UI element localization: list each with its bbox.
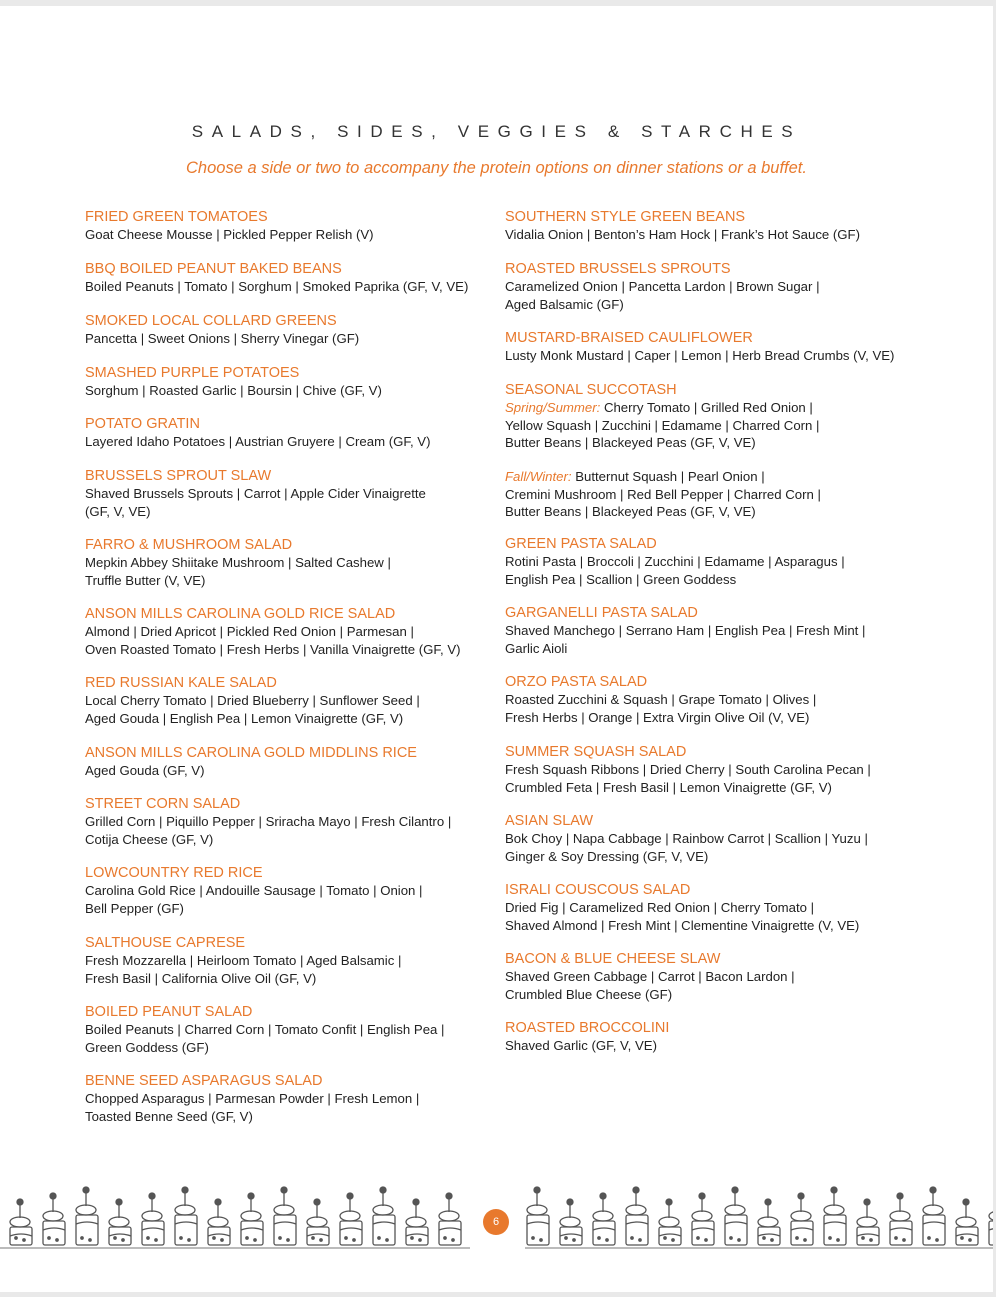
description-text: Layered Idaho Potatoes | Austrian Gruyere | Cream (GF, V) bbox=[85, 434, 431, 449]
skewer-bite-illustration bbox=[659, 1199, 681, 1245]
description-line bbox=[85, 831, 495, 849]
description-text: Fresh Basil | California Olive Oil (GF, V) bbox=[85, 970, 317, 986]
description-text: Toasted Benne Seed (GF, V) bbox=[85, 1108, 253, 1124]
menu-item-description bbox=[85, 278, 495, 296]
skewer-bite-illustration bbox=[241, 1193, 263, 1245]
skewer-bite-illustration bbox=[923, 1187, 945, 1245]
menu-item bbox=[85, 796, 495, 848]
description-line bbox=[85, 278, 495, 296]
description-text: Ginger & Soy Dressing (GF, V, VE) bbox=[505, 848, 709, 864]
skewer-bite-illustration bbox=[593, 1193, 615, 1245]
description-text: Local Cherry Tomato | Dried Blueberry | Sunflower Seed | bbox=[85, 693, 420, 708]
menu-item-description bbox=[85, 554, 495, 589]
menu-item-description bbox=[85, 433, 495, 451]
menu-item-description bbox=[505, 278, 915, 313]
description-line bbox=[505, 986, 915, 1004]
description-line bbox=[505, 622, 915, 640]
menu-item-name: ROASTED BROCCOLINI bbox=[505, 1020, 670, 1036]
description-text: Grilled Corn | Piquillo Pepper | Sriracha Mayo | Fresh Cilantro | bbox=[85, 814, 452, 829]
menu-item bbox=[505, 330, 915, 365]
description-line bbox=[505, 709, 915, 727]
description-line bbox=[85, 1039, 495, 1057]
menu-item-name: POTATO GRATIN bbox=[85, 416, 200, 432]
menu-item bbox=[85, 365, 495, 400]
description-line bbox=[505, 417, 915, 435]
menu-item-description bbox=[505, 899, 915, 934]
description-line bbox=[505, 503, 915, 521]
description-line bbox=[85, 503, 495, 521]
menu-item bbox=[85, 675, 495, 727]
menu-item bbox=[505, 605, 915, 657]
description-text: (GF, V, VE) bbox=[85, 503, 151, 519]
menu-item bbox=[505, 674, 915, 726]
description-line bbox=[505, 571, 915, 589]
description-text: Vidalia Onion | Benton’s Ham Hock | Frank’s Hot Sauce (GF) bbox=[505, 227, 861, 242]
description-line bbox=[85, 970, 495, 988]
menu-item bbox=[85, 209, 495, 244]
description-line bbox=[505, 917, 915, 935]
skewer-bite-illustration bbox=[175, 1187, 197, 1245]
description-line bbox=[85, 485, 495, 503]
menu-item bbox=[85, 313, 495, 348]
description-text: Bok Choy | Napa Cabbage | Rainbow Carrot | Scallion | Yuzu | bbox=[505, 831, 868, 846]
skewer-bite-illustration bbox=[560, 1199, 582, 1245]
menu-item-description bbox=[85, 330, 495, 348]
description-line bbox=[505, 899, 915, 917]
menu-item bbox=[85, 935, 495, 987]
menu-item-name: LOWCOUNTRY RED RICE bbox=[85, 865, 263, 881]
description-text: Almond | Dried Apricot | Pickled Red Onion | Parmesan | bbox=[85, 624, 414, 639]
description-text: Goat Cheese Mousse | Pickled Pepper Relish (V) bbox=[85, 227, 374, 242]
menu-item bbox=[505, 209, 915, 244]
skewer-bite-illustration bbox=[890, 1193, 912, 1245]
menu-item-name: ASIAN SLAW bbox=[505, 813, 594, 829]
menu-item-description bbox=[85, 813, 495, 848]
description-text: Dried Fig | Caramelized Red Onion | Cherry Tomato | bbox=[505, 900, 815, 915]
skewer-bite-illustration bbox=[307, 1199, 329, 1245]
description-text: Oven Roasted Tomato | Fresh Herbs | Vanilla Vinaigrette (GF, V) bbox=[85, 641, 461, 657]
description-text: Mepkin Abbey Shiitake Mushroom | Salted Cashew | bbox=[85, 555, 391, 570]
description-line bbox=[85, 900, 495, 918]
menu-item-description bbox=[505, 399, 915, 452]
description-text: English Pea | Scallion | Green Goddess bbox=[505, 571, 737, 587]
description-text: Garlic Aioli bbox=[505, 640, 568, 656]
description-line bbox=[505, 968, 915, 986]
menu-item-name: RED RUSSIAN KALE SALAD bbox=[85, 675, 277, 691]
menu-item-description bbox=[505, 622, 915, 657]
season-label: Fall/Winter: bbox=[505, 469, 572, 484]
menu-item bbox=[85, 537, 495, 589]
skewer-bite-illustration bbox=[857, 1199, 879, 1245]
skewer-bite-illustration bbox=[626, 1187, 648, 1245]
description-line bbox=[85, 572, 495, 590]
menu-item bbox=[85, 468, 495, 520]
menu-item-name: SUMMER SQUASH SALAD bbox=[505, 744, 687, 760]
description-line bbox=[85, 1090, 495, 1108]
menu-item-name: ROASTED BRUSSELS SPROUTS bbox=[505, 261, 731, 277]
skewer-bite-illustration bbox=[725, 1187, 747, 1245]
description-line bbox=[85, 882, 495, 900]
menu-item-name: GARGANELLI PASTA SALAD bbox=[505, 605, 698, 621]
menu-item-name: BENNE SEED ASPARAGUS SALAD bbox=[85, 1073, 323, 1089]
description-line bbox=[85, 641, 495, 659]
description-text: Aged Gouda | English Pea | Lemon Vinaigrette (GF, V) bbox=[85, 710, 404, 726]
menu-item-description bbox=[85, 952, 495, 987]
menu-item bbox=[505, 744, 915, 796]
skewer-bite-illustration bbox=[142, 1193, 164, 1245]
description-text: Green Goddess (GF) bbox=[85, 1039, 209, 1055]
description-line bbox=[505, 848, 915, 866]
menu-item-name: GREEN PASTA SALAD bbox=[505, 536, 657, 552]
description-text: Rotini Pasta | Broccoli | Zucchini | Edamame | Asparagus | bbox=[505, 554, 845, 569]
menu-item bbox=[505, 468, 915, 521]
menu-item bbox=[505, 382, 915, 452]
page-subtitle: Choose a side or two to accompany the protein options on dinner stations or a buffet. bbox=[186, 159, 807, 177]
description-text: Bell Pepper (GF) bbox=[85, 900, 184, 916]
description-line bbox=[505, 296, 915, 314]
description-line bbox=[505, 691, 915, 709]
description-text: Butter Beans | Blackeyed Peas (GF, V, VE) bbox=[505, 504, 756, 520]
menu-item-description bbox=[85, 692, 495, 727]
description-text: Truffle Butter (V, VE) bbox=[85, 572, 206, 588]
menu-item-description bbox=[505, 968, 915, 1003]
menu-item-description bbox=[505, 226, 915, 244]
description-line bbox=[85, 623, 495, 641]
skewer-bite-illustration bbox=[109, 1199, 131, 1245]
description-line bbox=[85, 1108, 495, 1126]
skewer-bite-illustration bbox=[43, 1193, 65, 1245]
skewer-bite-illustration bbox=[208, 1199, 230, 1245]
description-line bbox=[505, 434, 915, 452]
menu-item-name: BOILED PEANUT SALAD bbox=[85, 1004, 253, 1020]
skewer-bite-illustration bbox=[956, 1199, 978, 1245]
menu-item-description bbox=[85, 485, 495, 520]
description-text: Pancetta | Sweet Onions | Sherry Vinegar (GF) bbox=[85, 331, 360, 346]
description-line bbox=[505, 278, 915, 296]
description-line bbox=[505, 779, 915, 797]
menu-item-name: SEASONAL SUCCOTASH bbox=[505, 382, 677, 398]
skewer-bite-illustration bbox=[791, 1193, 813, 1245]
menu-item bbox=[505, 813, 915, 865]
menu-item-name: FARRO & MUSHROOM SALAD bbox=[85, 537, 293, 553]
menu-item-name: ANSON MILLS CAROLINA GOLD RICE SALAD bbox=[85, 606, 396, 622]
description-line bbox=[505, 486, 915, 504]
description-text: Shaved Green Cabbage | Carrot | Bacon Lardon | bbox=[505, 969, 795, 984]
menu-item bbox=[85, 261, 495, 296]
menu-item-description bbox=[85, 1021, 495, 1056]
description-text: Cremini Mushroom | Red Bell Pepper | Charred Corn | bbox=[505, 486, 821, 502]
description-text: Sorghum | Roasted Garlic | Boursin | Chive (GF, V) bbox=[85, 383, 382, 398]
menu-item-description bbox=[505, 1037, 915, 1055]
description-text: Lusty Monk Mustard | Caper | Lemon | Herb Bread Crumbs (V, VE) bbox=[505, 348, 895, 363]
menu-item-description bbox=[85, 226, 495, 244]
skewer-bite-illustration bbox=[692, 1193, 714, 1245]
menu-item-description bbox=[85, 382, 495, 400]
description-text: Crumbled Feta | Fresh Basil | Lemon Vinaigrette (GF, V) bbox=[505, 779, 832, 795]
menu-item-description bbox=[505, 761, 915, 796]
description-line bbox=[505, 830, 915, 848]
description-text: Fresh Herbs | Orange | Extra Virgin Olive Oil (V, VE) bbox=[505, 709, 810, 725]
description-line bbox=[85, 762, 495, 780]
description-text: Aged Balsamic (GF) bbox=[505, 296, 624, 312]
description-text: Shaved Almond | Fresh Mint | Clementine Vinaigrette (V, VE) bbox=[505, 917, 860, 933]
description-line bbox=[85, 382, 495, 400]
description-text: Shaved Garlic (GF, V, VE) bbox=[505, 1038, 657, 1053]
menu-item-description bbox=[505, 691, 915, 726]
menu-item-description bbox=[85, 1090, 495, 1125]
menu-item-description bbox=[505, 830, 915, 865]
menu-item-name: BACON & BLUE CHEESE SLAW bbox=[505, 951, 721, 967]
season-label: Spring/Summer: bbox=[505, 400, 601, 415]
menu-item-name: BRUSSELS SPROUT SLAW bbox=[85, 468, 272, 484]
skewer-bite-illustration bbox=[758, 1199, 780, 1245]
menu-item bbox=[505, 1020, 915, 1055]
menu-item bbox=[85, 416, 495, 451]
description-text: Butter Beans | Blackeyed Peas (GF, V, VE) bbox=[505, 435, 756, 451]
menu-item-name: BBQ BOILED PEANUT BAKED BEANS bbox=[85, 261, 342, 277]
menu-item-description bbox=[85, 623, 495, 658]
description-line bbox=[505, 640, 915, 658]
description-text: Butternut Squash | Pearl Onion | bbox=[571, 469, 765, 484]
description-line bbox=[505, 1037, 915, 1055]
skewer-bite-illustration bbox=[76, 1187, 98, 1245]
menu-item-name: ISRALI COUSCOUS SALAD bbox=[505, 882, 691, 898]
skewer-bite-illustration bbox=[527, 1187, 549, 1245]
menu-item-name: ANSON MILLS CAROLINA GOLD MIDDLINS RICE bbox=[85, 745, 417, 761]
menu-item bbox=[85, 865, 495, 917]
description-line bbox=[505, 553, 915, 571]
description-text: Fresh Mozzarella | Heirloom Tomato | Aged Balsamic | bbox=[85, 953, 402, 968]
menu-item-name: SALTHOUSE CAPRESE bbox=[85, 935, 246, 951]
menu-item-description bbox=[85, 762, 495, 780]
menu-item bbox=[505, 951, 915, 1003]
skewer-bite-illustration bbox=[824, 1187, 846, 1245]
description-text: Yellow Squash | Zucchini | Edamame | Charred Corn | bbox=[505, 417, 820, 433]
menu-item bbox=[505, 261, 915, 313]
skewer-bite-illustration bbox=[340, 1193, 362, 1245]
menu-page bbox=[0, 6, 993, 1292]
menu-item-name: SMOKED LOCAL COLLARD GREENS bbox=[85, 313, 337, 329]
skewer-bite-illustration bbox=[10, 1199, 32, 1245]
description-text: Chopped Asparagus | Parmesan Powder | Fresh Lemon | bbox=[85, 1091, 420, 1106]
menu-item-description bbox=[505, 347, 915, 365]
description-line bbox=[505, 468, 915, 486]
skewer-bite-illustration bbox=[989, 1193, 993, 1245]
description-text: Cherry Tomato | Grilled Red Onion | bbox=[600, 400, 813, 415]
menu-item-name: STREET CORN SALAD bbox=[85, 796, 241, 812]
description-text: Carolina Gold Rice | Andouille Sausage | Tomato | Onion | bbox=[85, 883, 423, 898]
menu-item-name: ORZO PASTA SALAD bbox=[505, 674, 648, 690]
description-text: Shaved Manchego | Serrano Ham | English Pea | Fresh Mint | bbox=[505, 623, 866, 638]
menu-item bbox=[85, 606, 495, 658]
menu-item bbox=[85, 745, 495, 780]
menu-item-description bbox=[505, 468, 915, 521]
description-line bbox=[85, 330, 495, 348]
description-line bbox=[85, 710, 495, 728]
page-title: SALADS, SIDES, VEGGIES & STARCHES bbox=[191, 122, 802, 141]
menu-item bbox=[85, 1004, 495, 1056]
description-line bbox=[505, 761, 915, 779]
page-number-badge: 6 bbox=[483, 1209, 509, 1235]
description-line bbox=[85, 554, 495, 572]
description-line bbox=[85, 1021, 495, 1039]
menu-item-description bbox=[505, 553, 915, 588]
description-text: Caramelized Onion | Pancetta Lardon | Brown Sugar | bbox=[505, 279, 820, 294]
description-line bbox=[85, 813, 495, 831]
description-text: Boiled Peanuts | Tomato | Sorghum | Smoked Paprika (GF, V, VE) bbox=[85, 279, 469, 294]
description-line bbox=[85, 952, 495, 970]
skewer-bite-illustration bbox=[439, 1193, 461, 1245]
description-text: Roasted Zucchini & Squash | Grape Tomato | Olives | bbox=[505, 692, 817, 707]
skewer-bite-illustration bbox=[274, 1187, 296, 1245]
description-text: Crumbled Blue Cheese (GF) bbox=[505, 986, 673, 1002]
skewer-bite-illustration bbox=[406, 1199, 428, 1245]
menu-item bbox=[85, 1073, 495, 1125]
description-text: Aged Gouda (GF, V) bbox=[85, 763, 205, 778]
menu-item-name: FRIED GREEN TOMATOES bbox=[85, 209, 268, 225]
description-text: Boiled Peanuts | Charred Corn | Tomato Confit | English Pea | bbox=[85, 1022, 445, 1037]
description-line bbox=[505, 226, 915, 244]
menu-item-description bbox=[85, 882, 495, 917]
description-line bbox=[85, 433, 495, 451]
skewer-bite-illustration bbox=[373, 1187, 395, 1245]
description-text: Fresh Squash Ribbons | Dried Cherry | South Carolina Pecan | bbox=[505, 762, 871, 777]
menu-item bbox=[505, 882, 915, 934]
menu-item bbox=[505, 536, 915, 588]
description-line bbox=[85, 226, 495, 244]
description-text: Shaved Brussels Sprouts | Carrot | Apple Cider Vinaigrette bbox=[85, 486, 426, 501]
description-text: Cotija Cheese (GF, V) bbox=[85, 831, 214, 847]
menu-item-name: SMASHED PURPLE POTATOES bbox=[85, 365, 300, 381]
description-line bbox=[505, 399, 915, 417]
menu-item-name: MUSTARD-BRAISED CAULIFLOWER bbox=[505, 330, 753, 346]
description-line bbox=[85, 692, 495, 710]
menu-item-name: SOUTHERN STYLE GREEN BEANS bbox=[505, 209, 746, 225]
description-line bbox=[505, 347, 915, 365]
